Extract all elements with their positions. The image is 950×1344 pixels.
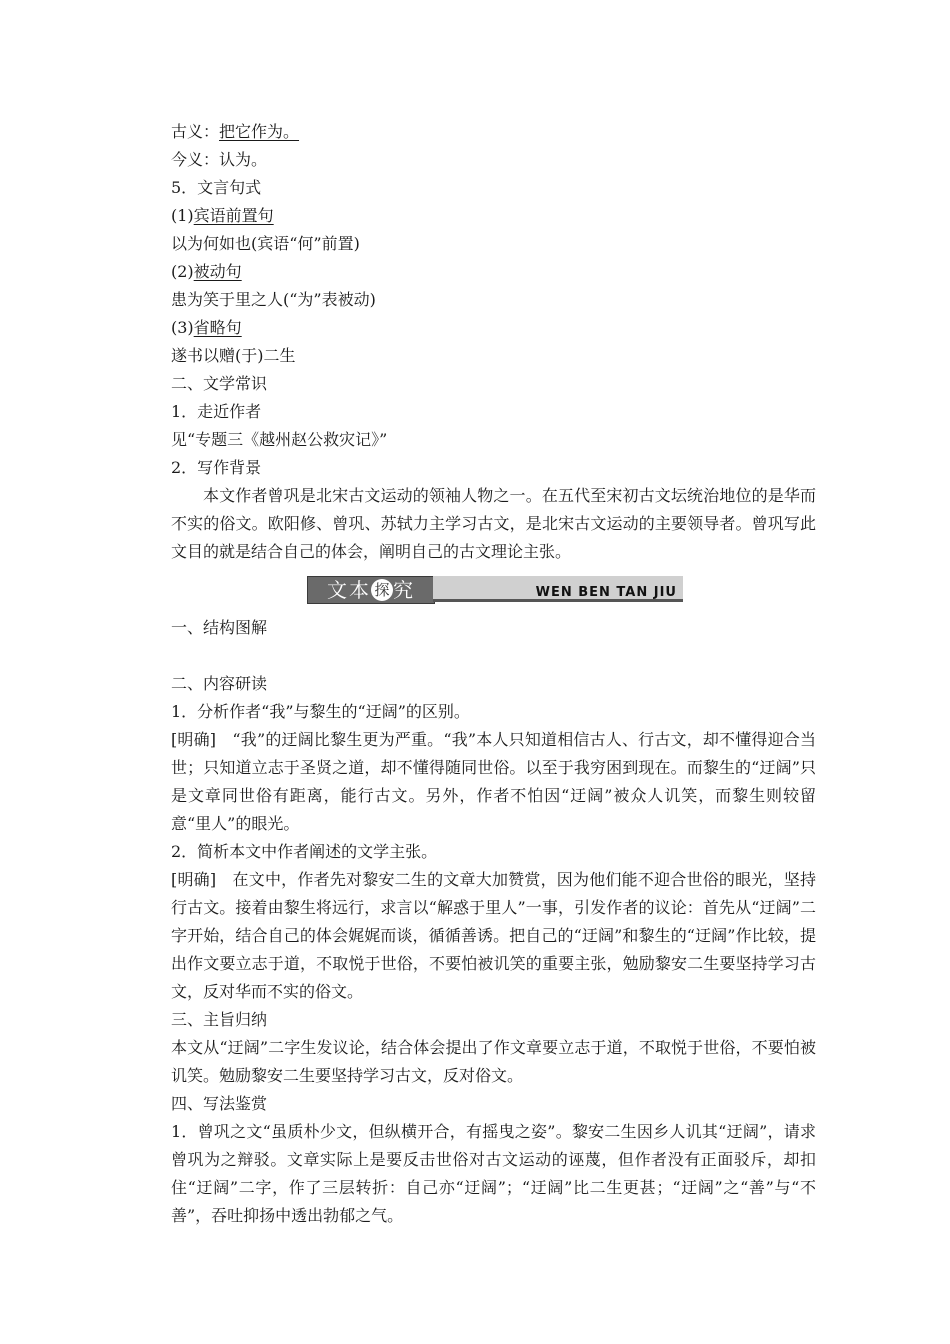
- document-body: [171, 118, 816, 1230]
- banner-pinyin: WEN BEN TAN JIU: [535, 585, 677, 600]
- structure-diagram-blank: [171, 642, 816, 670]
- answer-1: [明确] “我”的迂阔比黎生更为严重。“我”本人只知道相信古人、行古文，却不懂得迎合当世；只知道立志于圣贤之道，却不懂得随同世俗。以至于我穷困到现在。而黎生的“迂阔”只是文章同世俗有距离，能行古文。另外，作者不怕因“迂阔”被众人讥笑，而黎生则较留意“里人”的眼光。: [171, 730, 816, 833]
- heading-content-study: 二、内容研读: [171, 674, 268, 693]
- pattern-2-line: [171, 258, 816, 286]
- heading-theme: 三、主旨归纳: [171, 1010, 268, 1029]
- banner-pinyin-bar: [433, 576, 683, 602]
- author-reference: 见“专题三《越州赵公救灾记》”: [171, 430, 388, 449]
- ancient-meaning-label: 古义：: [171, 122, 220, 141]
- pattern-1-example: 以为何如也(宾语“何”前置): [171, 234, 360, 253]
- writing-style-paragraph: 1．曾巩之文“虽质朴少文，但纵横开合，有摇曳之姿”。黎安二生因乡人讥其“迂阔”，请求曾巩为之辩驳。文章实际上是要反击世俗对古文运动的诬蔑，但作者没有正面驳斥，却扣住“迂阔”二字，作了三层转折：自己亦“迂阔”；“迂阔”比二生更甚；“迂阔”之“善”与“不善”，吞吐抑扬中透出勃郁之气。: [171, 1122, 816, 1225]
- question-1: 1．分析作者“我”与黎生的“迂阔”的区别。: [171, 702, 470, 721]
- pattern-2-answer: 被动句: [193, 262, 242, 281]
- modern-meaning-line: 今义：认为。: [171, 150, 268, 169]
- answer-2: [明确] 在文中，作者先对黎安二生的文章大加赞赏，因为他们能不迎合世俗的眼光，坚持行古文。接着由黎生将远行，求言以“解惑于里人”一事，引发作者的议论：首先从“迂阔”二字开始，结合自己的体会娓娓而谈，循循善诱。把自己的“迂阔”和黎生的“迂阔”作比较，提出作文要立志于道，不取悦于世俗，不要怕被讥笑的重要主张，勉励黎安二生要坚持学习古文，反对华而不实的俗文。: [171, 870, 816, 1001]
- heading-sentence-patterns: 5．文言句式: [171, 178, 262, 197]
- banner-title: [307, 576, 435, 604]
- heading-background: 2．写作背景: [171, 458, 262, 477]
- ancient-meaning-line: [171, 118, 816, 146]
- heading-literary-knowledge: 二、文学常识: [171, 374, 268, 393]
- heading-author: 1．走近作者: [171, 402, 262, 421]
- pattern-1-number: (1): [171, 206, 194, 225]
- heading-writing-style: 四、写法鉴赏: [171, 1094, 268, 1113]
- section-banner: [171, 574, 816, 604]
- banner-title-part-1: 文本: [327, 578, 371, 602]
- banner-circle-char: 探: [371, 579, 393, 601]
- pattern-2-example: 患为笑于里之人(“为”表被动): [171, 290, 376, 309]
- banner-title-part-2: 究: [393, 578, 415, 602]
- pattern-1-answer: 宾语前置句: [193, 206, 274, 225]
- heading-structure: 一、结构图解: [171, 618, 268, 637]
- theme-paragraph: 本文从“迂阔”二字生发议论，结合体会提出了作文章要立志于道，不取悦于世俗，不要怕被讥笑。勉励黎安二生要坚持学习古文，反对俗文。: [171, 1038, 816, 1085]
- pattern-2-number: (2): [171, 262, 194, 281]
- pattern-3-example: 遂书以赠(于)二生: [171, 346, 296, 365]
- pattern-3-line: [171, 314, 816, 342]
- pattern-3-number: (3): [171, 318, 194, 337]
- background-paragraph: 本文作者曾巩是北宋古文运动的领袖人物之一。在五代至宋初古文坛统治地位的是华而不实的俗文。欧阳修、曾巩、苏轼力主学习古文，是北宋古文运动的主要领导者。曾巩写此文目的就是结合自己的体会，阐明自己的古文理论主张。: [171, 486, 816, 561]
- pattern-1-line: [171, 202, 816, 230]
- question-2: 2．简析本文中作者阐述的文学主张。: [171, 842, 438, 861]
- ancient-meaning-answer: 把它作为。: [219, 122, 300, 141]
- pattern-3-answer: 省略句: [193, 318, 242, 337]
